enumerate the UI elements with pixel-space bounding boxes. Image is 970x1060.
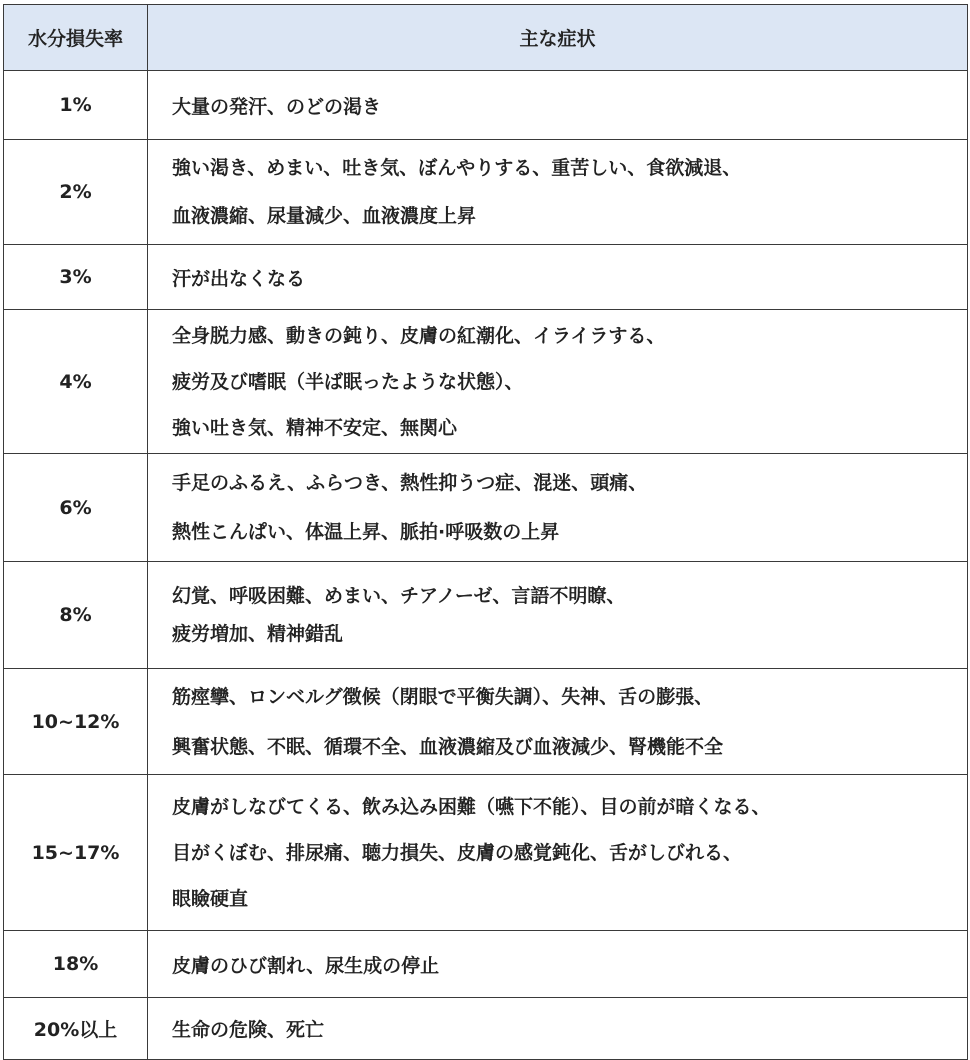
symptom-line: 疲労増加、精神錯乱 (172, 623, 344, 645)
symptom-line: 興奮状態、不眠、循環不全、血液濃縮及び血液減少、腎機能不全 (172, 735, 724, 758)
table-header-row (4, 5, 968, 71)
header-water-loss-rate: 水分損失率 (4, 5, 148, 71)
symptom-line: 筋痙攣、ロンベルグ徴候（閉眼で平衡失調）、失神、舌の膨張、 (172, 685, 714, 708)
symptom-line: 全身脱力感、動きの鈍り、皮膚の紅潮化、イライラする、 (172, 324, 666, 347)
symptoms-cell (148, 245, 968, 310)
water-loss-rate-cell: 20%以上 (4, 998, 148, 1060)
symptom-line: 強い渇き、めまい、吐き気、ぼんやりする、重苦しい、食欲減退、 (172, 157, 742, 179)
water-loss-rate-cell: 15~17% (4, 775, 148, 931)
dehydration-symptom-table (3, 4, 968, 1060)
symptoms-cell (148, 931, 968, 998)
table-row (4, 140, 968, 245)
symptom-line: 熱性こんぱい、体温上昇、脈拍·呼吸数の上昇 (172, 520, 560, 543)
water-loss-rate-cell: 2% (4, 140, 148, 245)
water-loss-rate-cell: 6% (4, 454, 148, 562)
symptom-line: 皮膚がしなびてくる、飲み込み困難（嚥下不能）、目の前が暗くなる、 (172, 795, 771, 818)
symptom-line: 手足のふるえ、ふらつき、熱性抑うつ症、混迷、頭痛、 (172, 471, 648, 494)
symptoms-cell (148, 775, 968, 931)
symptom-line: 眼瞼硬直 (172, 887, 249, 910)
symptoms-cell (148, 140, 968, 245)
water-loss-rate-cell: 3% (4, 245, 148, 310)
symptom-line: 皮膚のひび割れ、尿生成の停止 (172, 954, 440, 977)
water-loss-rate-cell: 4% (4, 310, 148, 454)
water-loss-rate-cell: 1% (4, 71, 148, 140)
table-row (4, 669, 968, 775)
table-row (4, 775, 968, 931)
symptom-line: 目がくぼむ、排尿痛、聴力損失、皮膚の感覚鈍化、舌がしびれる、 (172, 841, 743, 864)
symptom-line: 汗が出なくなる (172, 267, 306, 290)
symptom-line: 大量の発汗、のどの渇き (172, 95, 382, 118)
symptom-line: 疲労及び嗜眠（半ば眠ったような状態）、 (172, 370, 524, 393)
table-row (4, 245, 968, 310)
symptom-line: 幻覚、呼吸困難、めまい、チアノーゼ、言語不明瞭、 (172, 585, 626, 607)
symptoms-cell (148, 669, 968, 775)
water-loss-rate-cell: 18% (4, 931, 148, 998)
symptom-line: 生命の危険、死亡 (172, 1019, 325, 1041)
table-row (4, 310, 968, 454)
table-row (4, 562, 968, 669)
symptom-line: 血液濃縮、尿量減少、血液濃度上昇 (172, 205, 477, 227)
water-loss-rate-cell: 10~12% (4, 669, 148, 775)
water-loss-rate-cell: 8% (4, 562, 148, 669)
symptoms-cell (148, 562, 968, 669)
header-main-symptoms: 主な症状 (148, 5, 968, 71)
symptom-line: 強い吐き気、精神不安定、無関心 (172, 416, 458, 439)
table-row (4, 71, 968, 140)
symptoms-cell (148, 71, 968, 140)
table-row (4, 931, 968, 998)
table-row (4, 454, 968, 562)
table-row (4, 998, 968, 1060)
symptoms-cell (148, 310, 968, 454)
symptoms-cell (148, 998, 968, 1060)
symptoms-cell (148, 454, 968, 562)
